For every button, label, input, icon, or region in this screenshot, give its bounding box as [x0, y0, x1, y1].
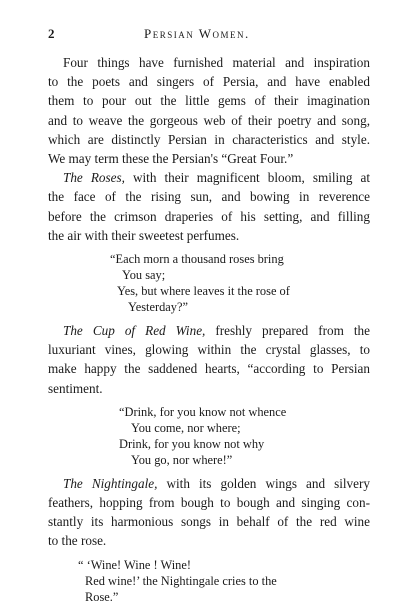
- verse-line: “Drink, for you know not whence: [119, 404, 287, 419]
- verse-line: “ ‘Wine! Wine ! Wine!: [78, 557, 191, 572]
- body-text: [48, 53, 370, 605]
- text-line: We may term these the Persian's “Great Four.”: [48, 151, 294, 167]
- text-line: Four things have furnished material and inspiration: [63, 55, 370, 70]
- verse-line: You come, nor where;: [131, 420, 241, 435]
- text-line: [48, 321, 370, 340]
- text-line: feathers, hopping from bough to bough and singing con-: [48, 495, 370, 511]
- paragraph-red-wine: [48, 321, 370, 398]
- text-line: [48, 474, 370, 493]
- text-line: sentiment.: [48, 380, 103, 396]
- text-line: the air with their sweetest perfumes.: [48, 227, 240, 243]
- text-line: the face of the rising sun, and bowing in reverence: [48, 189, 370, 205]
- verse-line: You say;: [122, 268, 166, 283]
- text-line: to the rose.: [48, 533, 107, 549]
- italic-lead: The Nightingale,: [63, 475, 158, 491]
- verse-line: Yes, but where leaves it the rose of: [117, 284, 290, 299]
- verse-line: You go, nor where!”: [131, 452, 233, 467]
- italic-lead: The Roses,: [63, 170, 125, 186]
- verse-line: “Each morn a thousand roses bring: [110, 252, 284, 267]
- verse-line: Drink, for you know not why: [119, 436, 265, 451]
- verse-drink: [48, 404, 370, 468]
- text-fragment: with its golden wings and silvery: [157, 475, 370, 491]
- text-line: which are distinctly Persian in characteristics and style.: [48, 131, 370, 147]
- paragraph-great-four: [48, 53, 370, 168]
- text-line: stantly its harmonious songs in behalf of the red wine: [48, 514, 370, 530]
- paragraph-nightingale: [48, 474, 370, 551]
- text-line: and to weave the gorgeous web of their poetry and song,: [48, 112, 370, 128]
- page-header: [48, 26, 378, 44]
- paragraph-roses: [48, 168, 370, 245]
- verse-roses: [48, 251, 370, 315]
- verse-line: Red wine!’ the Nightingale cries to the: [85, 573, 277, 588]
- italic-lead: The Cup of Red Wine,: [63, 323, 206, 339]
- text-line: them to pour out the little gems of their imagination: [48, 93, 370, 109]
- text-line: to the poets and singers of Persia, and have enabled: [48, 74, 370, 90]
- verse-line: Yesterday?”: [128, 300, 188, 315]
- text-line: luxuriant vines, glowing within the crystal glasses, to: [48, 342, 370, 358]
- text-fragment: freshly prepared from the: [205, 323, 370, 339]
- text-line: before the crimson draperies of his setting, and filling: [48, 208, 370, 224]
- verse-line: Rose.”: [85, 589, 119, 604]
- text-fragment: with their magnificent bloom, smiling at: [124, 170, 370, 186]
- text-line: [48, 168, 370, 187]
- text-line: make happy the saddened hearts, “according to Persian: [48, 361, 370, 377]
- page-number: 2: [48, 26, 56, 41]
- verse-nightingale: [48, 557, 370, 605]
- running-head: Persian Women.: [144, 26, 250, 41]
